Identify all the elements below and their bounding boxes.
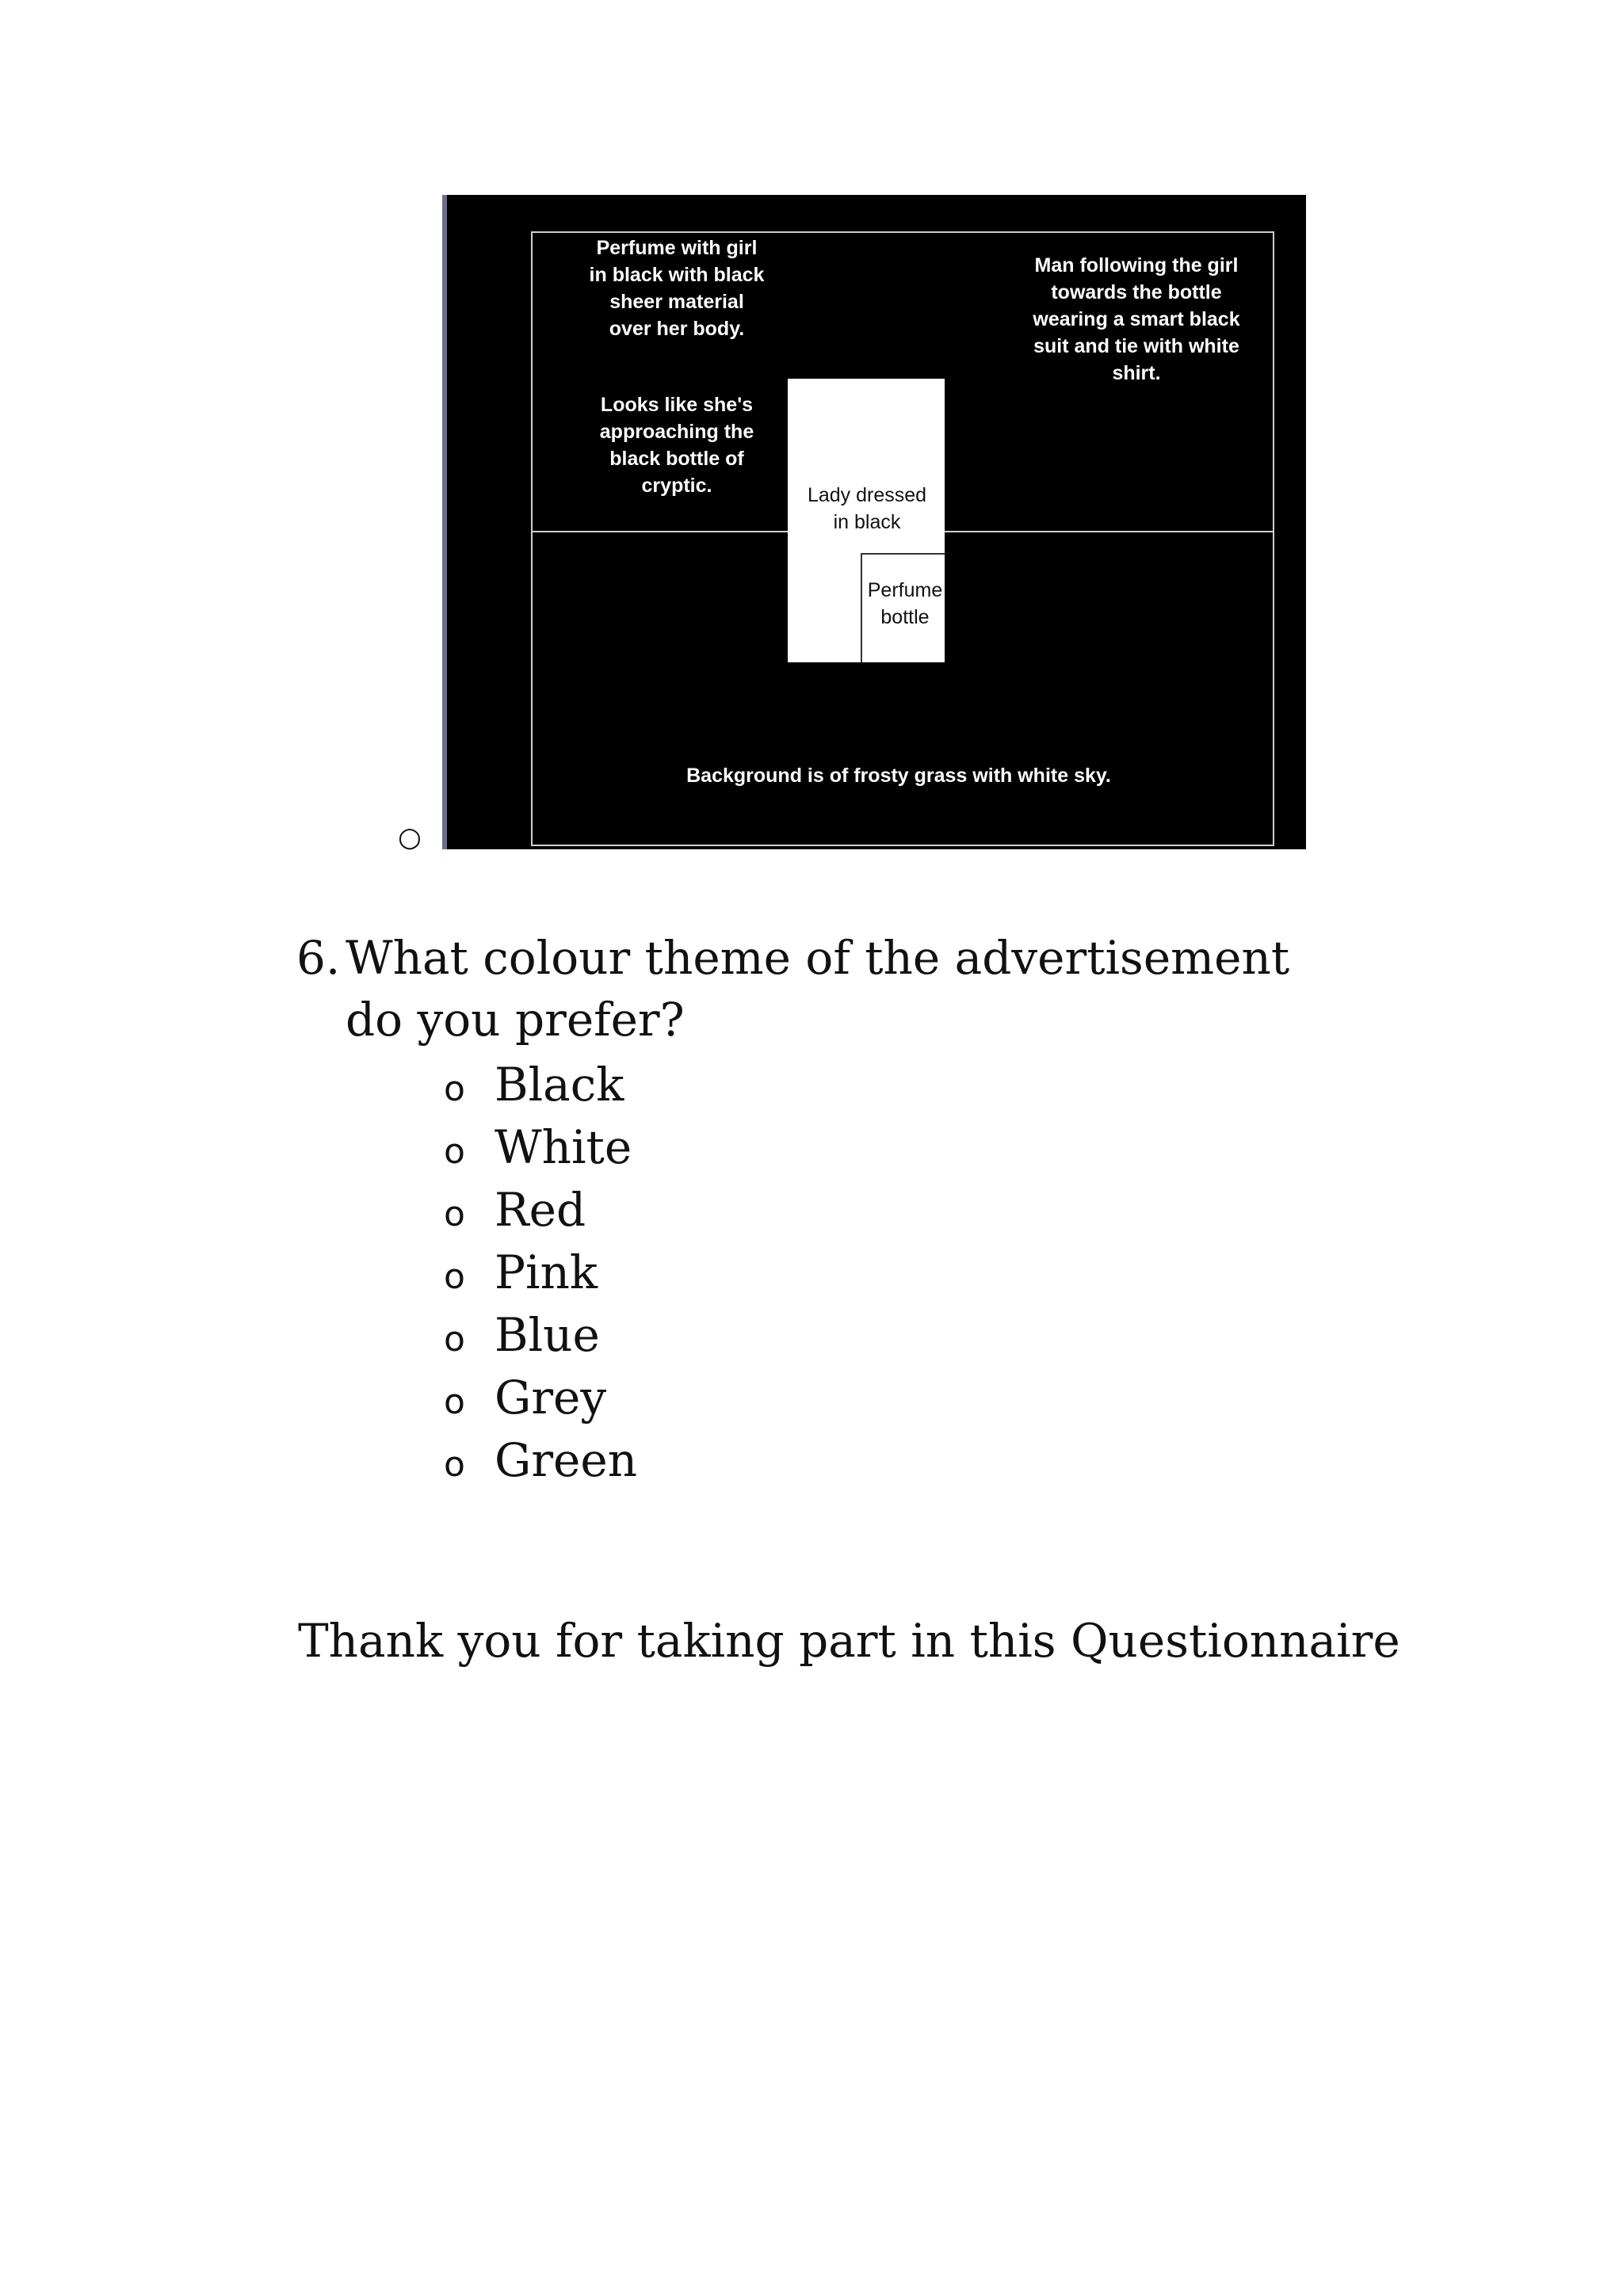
bottle-placeholder-box — [861, 553, 945, 662]
note-man-description: Man following the girl towards the bottle wearing a smart black suit and tie with white shirt. — [1033, 254, 1240, 384]
radio-bullet-icon[interactable]: o — [444, 1382, 465, 1422]
option-label: Black — [495, 1058, 624, 1112]
closing-thank-you: Thank you for taking part in this Questionnaire — [298, 1614, 1400, 1668]
option-green[interactable] — [444, 1429, 637, 1492]
note-approach-description: Looks like she's approaching the black bottle of cryptic. — [599, 394, 754, 497]
radio-bullet-icon[interactable]: o — [444, 1257, 465, 1297]
storyboard-figure — [442, 195, 1306, 849]
colour-options-list — [444, 1054, 637, 1492]
radio-bullet-icon[interactable]: o — [444, 1444, 465, 1485]
radio-bullet-icon[interactable]: o — [444, 1131, 465, 1172]
lady-label: Lady dressed in black — [807, 484, 927, 533]
option-label: Pink — [495, 1245, 598, 1299]
question-text: What colour theme of the advertisement do you prefer? — [346, 931, 1290, 1047]
option-label: White — [495, 1120, 632, 1174]
option-red[interactable] — [444, 1179, 637, 1241]
option-label: Grey — [495, 1371, 607, 1425]
radio-bullet-icon[interactable]: o — [444, 1194, 465, 1234]
option-white[interactable] — [444, 1116, 637, 1179]
figure-option-radio[interactable]: ○ — [398, 822, 422, 853]
radio-bullet-icon[interactable]: o — [444, 1319, 465, 1360]
option-grey[interactable] — [444, 1367, 637, 1429]
lady-placeholder-box — [788, 379, 945, 662]
note-background-description: Background is of frosty grass with white sky. — [686, 765, 1111, 787]
option-label: Green — [495, 1433, 638, 1487]
question-number: 6. — [296, 931, 341, 985]
option-label: Red — [495, 1183, 586, 1237]
bottle-label: Perfume bottle — [867, 579, 943, 628]
note-girl-description: Perfume with girl in black with black sheer material over her body. — [589, 237, 765, 340]
option-pink[interactable] — [444, 1241, 637, 1304]
option-black[interactable] — [444, 1054, 637, 1116]
option-label: Blue — [495, 1308, 600, 1362]
radio-bullet-icon[interactable]: o — [444, 1069, 465, 1109]
option-blue[interactable] — [444, 1304, 637, 1367]
